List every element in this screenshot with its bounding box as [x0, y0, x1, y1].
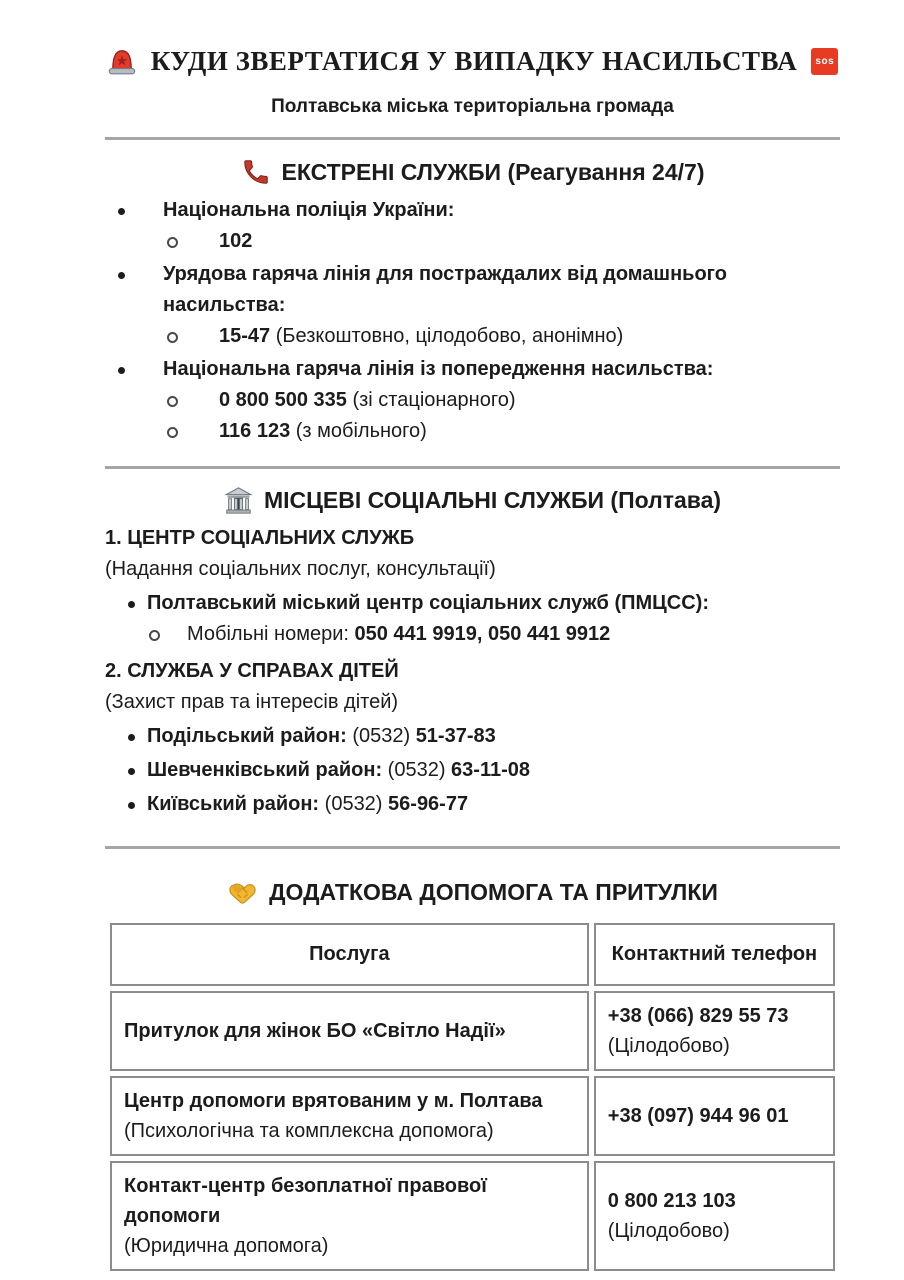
- section-local-social-services: [105, 486, 840, 820]
- column-header-phone: Контактний телефон: [594, 923, 835, 986]
- sos-icon: [811, 48, 838, 75]
- service-note: (Юридична допомога): [124, 1235, 329, 1257]
- phone-note: (Цілодобово): [607, 1220, 730, 1242]
- list-item-district: [105, 721, 840, 752]
- list-item-district: [105, 789, 840, 820]
- emergency-hotline-list: [105, 195, 840, 447]
- local-heading: [105, 486, 840, 515]
- phone-numbers: 050 441 9919, 050 441 9912: [354, 623, 611, 645]
- mobile-numbers-line: [147, 619, 840, 650]
- additional-heading-text: ДОДАТКОВА ДОПОМОГА ТА ПРИТУЛКИ: [269, 879, 718, 905]
- section-additional-help: [105, 879, 840, 1276]
- subsection-title-children: 2. СЛУЖБА У СПРАВАХ ДІТЕЙ: [105, 660, 399, 682]
- district-label: Подільський район:: [147, 725, 347, 747]
- emergency-heading: [105, 157, 840, 187]
- district-code: (0532): [387, 759, 446, 781]
- service-cell: [110, 1161, 589, 1271]
- page-title: [105, 46, 840, 77]
- table-header-row: [110, 923, 835, 986]
- sos-icon-label: sos: [815, 55, 835, 67]
- service-note: (Психологічна та комплексна допомога): [124, 1120, 494, 1142]
- list-item-national-hotline: [105, 354, 840, 447]
- section-divider: [105, 846, 840, 849]
- page-title-text: КУДИ ЗВЕРТАТИСЯ У ВИПАДКУ НАСИЛЬСТВА: [150, 46, 798, 76]
- district-number: 51-37-83: [415, 725, 496, 747]
- contacts-table: [105, 918, 840, 1276]
- list-item-gov-hotline: [105, 259, 840, 352]
- section-divider: [105, 466, 840, 469]
- phone-note: (Безкоштовно, цілодобово, анонімно): [275, 325, 624, 347]
- phone-number: +38 (066) 829 55 73: [607, 1005, 789, 1027]
- phone-note: (зі стаціонарного): [352, 389, 516, 411]
- subsection-description: (Надання соціальних послуг, консультації): [105, 558, 496, 580]
- hotline-number-line: [163, 385, 840, 416]
- page-subtitle: Полтавська міська територіальна громада: [271, 96, 674, 117]
- phone-number: 0 800 213 103: [607, 1190, 736, 1212]
- hotline-number-line: [163, 416, 840, 447]
- subsection-description: (Захист прав та інтересів дітей): [105, 691, 399, 713]
- phone-note: (з мобільного): [295, 420, 427, 442]
- column-header-service: Послуга: [110, 923, 589, 986]
- district-list: [105, 721, 840, 820]
- phone-cell: [594, 991, 835, 1071]
- hotline-label: Урядова гаряча лінія для постраждалих від домашнього насильства:: [163, 263, 727, 316]
- phone-number: 116 123: [219, 420, 291, 442]
- service-name: Центр допомоги врятованим у м. Полтава: [124, 1090, 543, 1112]
- district-code: (0532): [324, 793, 383, 815]
- section-divider: [105, 137, 840, 140]
- district-label: Шевченківський район:: [147, 759, 383, 781]
- service-name: Притулок для жінок БО «Світло Надії»: [124, 1020, 506, 1042]
- additional-heading: [105, 879, 840, 906]
- phones-prefix: Мобільні номери:: [187, 623, 349, 645]
- section-emergency-services: [105, 157, 840, 447]
- hotline-label: Національна поліція України:: [163, 199, 455, 221]
- table-row: [110, 1161, 835, 1271]
- list-item-district: [105, 755, 840, 786]
- subsection-title-center: 1. ЦЕНТР СОЦІАЛЬНИХ СЛУЖБ: [105, 527, 415, 549]
- phone-number: +38 (097) 944 96 01: [607, 1105, 789, 1127]
- district-code: (0532): [352, 725, 411, 747]
- emergency-heading-text: ЕКСТРЕНІ СЛУЖБИ (Реагування 24/7): [281, 158, 705, 185]
- list-item-pmcss: [105, 588, 840, 650]
- list-item-police: [105, 195, 840, 257]
- hotline-number-line: [163, 226, 840, 257]
- hotline-label: Національна гаряча лінія із попередження насильства:: [163, 358, 714, 380]
- district-label: Київський район:: [147, 793, 320, 815]
- org-label: Полтавський міський центр соціальних служб (ПМЦСС):: [147, 592, 709, 614]
- service-name: Контакт-центр безоплатної правової допомоги: [124, 1175, 487, 1227]
- table-row: [110, 1076, 835, 1156]
- center-list: [105, 588, 840, 650]
- service-cell: [110, 991, 589, 1071]
- district-number: 56-96-77: [388, 793, 469, 815]
- phone-number: 102: [219, 230, 253, 252]
- district-number: 63-11-08: [451, 759, 531, 781]
- phone-note: (Цілодобово): [607, 1035, 730, 1057]
- classical-building-icon: [224, 486, 253, 515]
- phone-receiver-icon: [241, 157, 271, 187]
- hotline-number-line: [163, 321, 840, 352]
- local-heading-text: МІСЦЕВІ СОЦІАЛЬНІ СЛУЖБИ (Полтава): [263, 487, 722, 513]
- service-cell: [110, 1076, 589, 1156]
- rotating-beacon-icon: [107, 48, 137, 76]
- phone-cell: [594, 1161, 835, 1271]
- handshake-icon: [227, 879, 258, 906]
- phone-cell: [594, 1076, 835, 1156]
- phone-number: 15-47: [219, 325, 271, 347]
- table-row: [110, 991, 835, 1071]
- phone-number: 0 800 500 335: [219, 389, 347, 411]
